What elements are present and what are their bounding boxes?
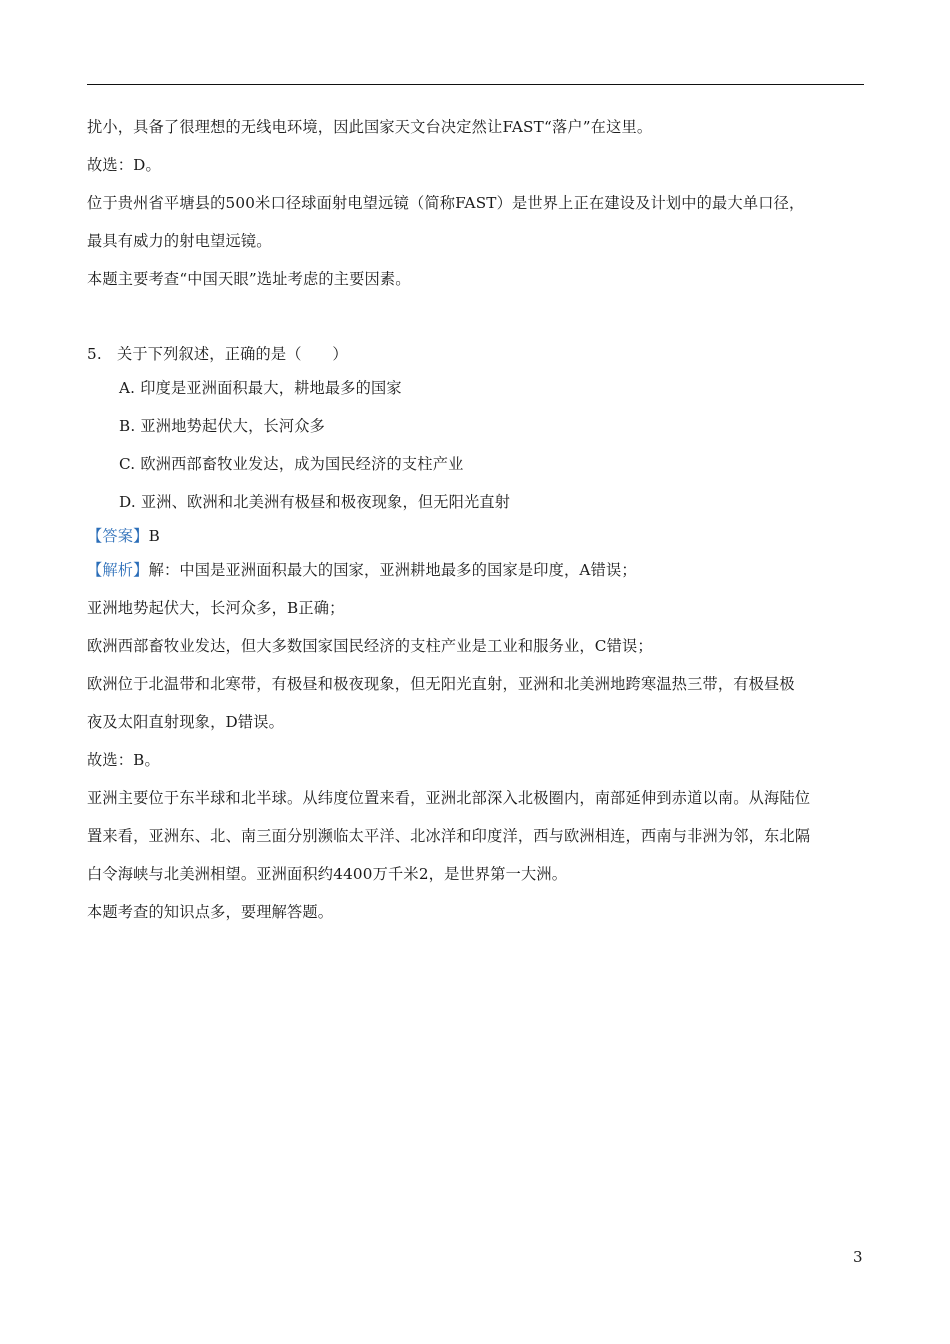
text-line: 亚洲主要位于东半球和北半球。从纬度位置来看，亚洲北部深入北极圈内，南部延伸到赤道以南。从海陆位 [87,789,811,807]
text-line: 亚洲地势起伏大，长河众多，B正确； [87,599,345,617]
text-line: 本题主要考查“中国天眼”选址考虑的主要因素。 [87,270,411,288]
question-text: 关于下列叙述，正确的是（ ） [116,345,348,363]
analysis-label: 【解析】 [87,561,149,579]
text-line: 夜及太阳直射现象，D错误。 [87,713,285,731]
header-rule [87,84,864,85]
answer-label: 【答案】 [87,527,149,545]
question-number: 5. [87,345,102,363]
option-b: B. 亚洲地势起伏大，长河众多 [119,417,326,435]
text-line: 欧洲位于北温带和北寒带，有极昼和极夜现象，但无阳光直射，亚洲和北美洲地跨寒温热三带，有极昼极 [87,675,795,693]
text-line: 扰小，具备了很理想的无线电环境，因此国家天文台决定然让FAST“落户”在这里。 [87,118,653,136]
text-line: 本题考查的知识点多，要理解答题。 [87,903,334,921]
question-stem [87,344,348,364]
option-a: A. 印度是亚洲面积最大，耕地最多的国家 [119,379,402,397]
text-line: 白令海峡与北美洲相望。亚洲面积约4400万千米2，是世界第一大洲。 [87,865,568,883]
option-d: D. 亚洲、欧洲和北美洲有极昼和极夜现象，但无阳光直射 [119,493,511,511]
analysis-line [87,560,637,580]
text-line: 位于贵州省平塘县的500米口径球面射电望远镜（简称FAST）是世界上正在建设及计划中的最大单口径， [87,194,805,212]
analysis-first: 解：中国是亚洲面积最大的国家，亚洲耕地最多的国家是印度，A错误； [148,561,637,579]
text-line: 故选：D。 [87,156,161,174]
text-line: 故选：B。 [87,751,160,769]
page-number: 3 [853,1248,863,1266]
text-line: 置来看，亚洲东、北、南三面分别濒临太平洋、北冰洋和印度洋，西与欧洲相连，西南与非洲为邻，东北隔 [87,827,811,845]
text-line: 最具有威力的射电望远镜。 [87,232,272,250]
option-c: C. 欧洲西部畜牧业发达，成为国民经济的支柱产业 [119,455,464,473]
text-line: 欧洲西部畜牧业发达，但大多数国家国民经济的支柱产业是工业和服务业，C错误； [87,637,653,655]
answer-line [87,526,160,546]
answer-value: B [148,527,160,545]
